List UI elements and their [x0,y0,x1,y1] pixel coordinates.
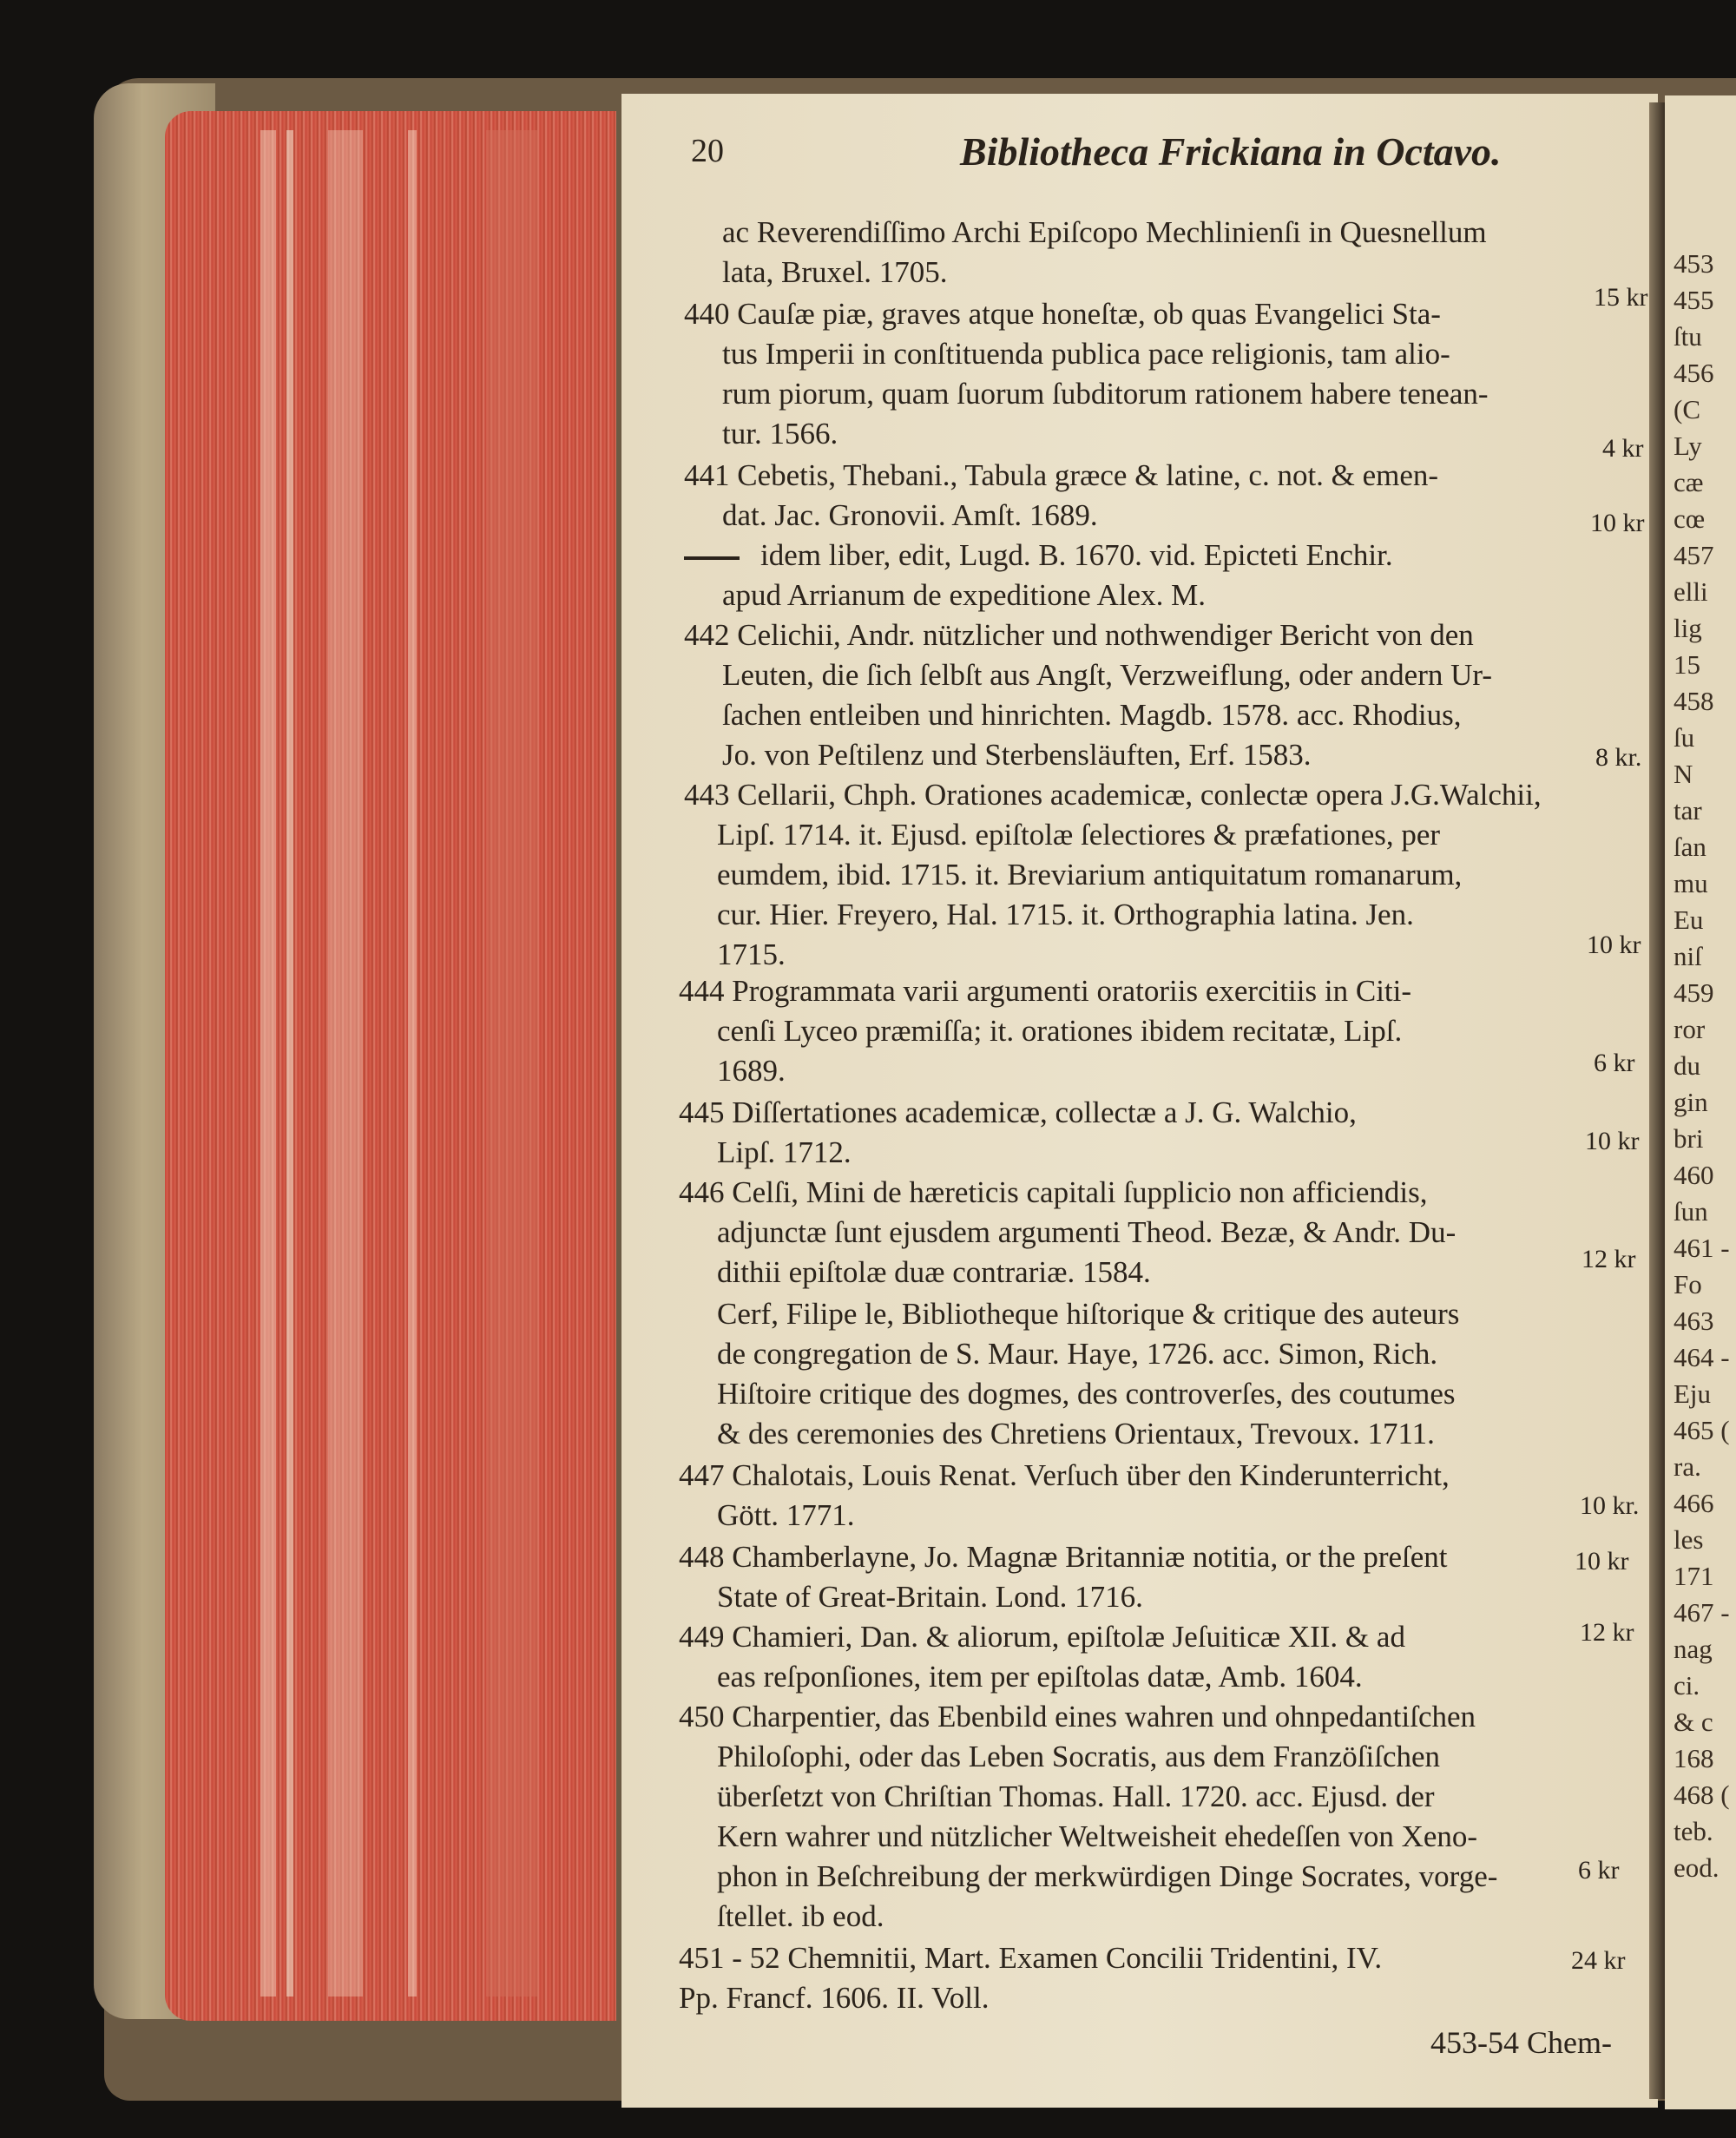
next-page-line: teb. [1674,1816,1713,1846]
catalog-line: ſtellet. ib eod. [717,1899,884,1933]
price: 12 kr [1580,1618,1634,1647]
next-page-line: ſun [1674,1196,1708,1227]
next-page-line: 457 [1674,540,1714,570]
catalog-line: 440 Cauſæ piæ, graves atque honeſtæ, ob quas Evangelici Sta- [684,297,1441,331]
page-header [691,129,1602,184]
catalog-line: tus Imperii in conſtituenda publica pace religionis, tam alio- [722,337,1450,371]
next-page-line: 15 [1674,649,1700,680]
catalog-line: 446 Celſi, Mini de hæreticis capitali ſupplicio non afficiendis, [679,1175,1428,1209]
catalog-line: Gött. 1771. [717,1498,855,1532]
catalog-line: 442 Celichii, Andr. nützlicher und nothwendiger Bericht von den [684,618,1474,652]
price: 12 kr [1581,1245,1636,1273]
page-edge-highlight [286,130,293,1997]
next-page-line: & c [1674,1707,1713,1737]
catalog-line: cenſi Lyceo præmiſſa; it. orationes ibidem recitatæ, Lipſ. [717,1014,1403,1048]
catalog-line: 451 - 52 Chemnitii, Mart. Examen Concilii Tridentini, IV. [679,1941,1383,1975]
catalog-line: 443 Cellarii, Chph. Orationes academicæ, conlectæ opera J.G.Walchii, [684,778,1542,812]
next-page-line: Ly [1674,431,1702,461]
next-page-line: ſu [1674,722,1695,753]
catalog-line: rum piorum, quam ſuorum ſubditorum rationem habere tenean- [722,377,1489,411]
next-page-line: 466 [1674,1488,1714,1518]
next-page-line: Fo [1674,1269,1702,1299]
catalog-line: überſetzt von Chriſtian Thomas. Hall. 1720. acc. Ejusd. der [717,1779,1435,1813]
next-page-line: bri [1674,1123,1704,1154]
next-page-line: mu [1674,868,1708,898]
next-page-line: 463 [1674,1306,1714,1336]
next-page-line: tar [1674,795,1702,826]
next-page-line: 456 [1674,358,1714,388]
catalog-line: Lipſ. 1714. it. Ejusd. epiſtolæ ſelectiores & præfationes, per [717,818,1441,852]
catalog-line: 445 Diſſertationes academicæ, collectæ a J. G. Walchio, [679,1095,1357,1129]
catalog-line: 449 Chamieri, Dan. & aliorum, epiſtolæ Jeſuiticæ XII. & ad [679,1620,1405,1654]
next-page-line: ſan [1674,832,1706,862]
catalog-line: adjunctæ ſunt ejusdem argumenti Theod. Bezæ, & Andr. Du- [717,1215,1457,1249]
next-page-line: ra. [1674,1451,1701,1482]
next-page-line: 464 - [1674,1342,1730,1372]
next-page-line: lig [1674,613,1702,643]
catalog-line: phon in Beſchreibung der merkwürdigen Dinge Socrates, vorge- [717,1859,1498,1893]
price: 10 kr [1590,509,1645,537]
next-page-line: eod. [1674,1852,1720,1883]
page-edge-highlight [486,130,538,1997]
catalog-line [684,538,1393,573]
next-page-line: 455 [1674,285,1714,315]
next-page-line: Eju [1674,1378,1712,1409]
running-title: Bibliotheca Frickiana in Octavo. [960,129,1502,174]
catalog-line: Kern wahrer und nützlicher Weltweisheit ehedeſſen von Xeno- [717,1819,1478,1853]
next-page-line: N [1674,759,1693,789]
catalog-line: lata, Bruxel. 1705. [722,255,948,289]
catalog-line: Leuten, die ſich ſelbſt aus Angſt, Verzweiflung, oder andern Ur- [722,658,1492,692]
catalog-line: apud Arrianum de expeditione Alex. M. [722,578,1206,612]
price: 24 kr [1571,1946,1626,1975]
page-edge-highlight [408,130,417,1997]
next-page-line: Eu [1674,905,1704,935]
catchword: 453-54 Chem- [1430,2025,1612,2060]
price: 6 kr [1578,1856,1620,1885]
next-page-line: 468 ( [1674,1779,1730,1810]
next-page-line: nag [1674,1634,1713,1664]
catalog-line: Philoſophi, oder das Leben Socratis, aus dem Franzöſiſchen [717,1740,1441,1773]
catalog-line: Jo. von Peſtilenz und Sterbensläuften, Erf. 1583. [722,738,1312,772]
catalog-line: 1689. [717,1054,786,1088]
catalog-line: cur. Hier. Freyero, Hal. 1715. it. Orthographia latina. Jen. [717,898,1414,931]
catalog-line: 448 Chamberlayne, Jo. Magnæ Britanniæ notitia, or the preſent [679,1540,1448,1574]
catalog-line: 450 Charpentier, das Ebenbild eines wahren und ohnpedantiſchen [679,1700,1476,1733]
catalog-line: eas reſponſiones, item per epiſtolas datæ, Amb. 1604. [717,1660,1363,1694]
catalog-line: dat. Jac. Gronovii. Amſt. 1689. [722,498,1098,532]
next-page-line: 171 [1674,1561,1714,1591]
next-page-line: 458 [1674,686,1714,716]
next-page-line: 465 ( [1674,1415,1730,1445]
catalog-line: dithii epiſtolæ duæ contrariæ. 1584. [717,1255,1151,1289]
page-edge-highlight [260,130,276,1997]
right-page-fragment [1665,95,1736,2109]
book-gutter [1649,102,1665,2099]
red-page-edges [165,111,616,2021]
catalog-line-text: idem liber, edit, Lugd. B. 1670. vid. Epicteti Enchir. [760,538,1393,572]
next-page-line: elli [1674,576,1708,607]
catalog-line: ſachen entleiben und hinrichten. Magdb. 1578. acc. Rhodius, [722,698,1462,732]
ditto-dash [684,556,740,560]
next-page-line: ror [1674,1014,1706,1044]
catalog-line: Pp. Francf. 1606. II. Voll. [679,1981,990,2015]
next-page-line: (C [1674,394,1700,424]
catalog-line: 447 Chalotais, Louis Renat. Verſuch über den Kinderunterricht, [679,1458,1450,1492]
next-page-line: 459 [1674,977,1714,1008]
next-page-line: cæ [1674,467,1704,497]
catalog-line: 1715. [717,937,786,971]
next-page-line: gin [1674,1087,1708,1117]
page-edge-highlight [328,130,363,1997]
price: 15 kr [1594,283,1648,312]
next-page-line: 461 - [1674,1233,1730,1263]
price: 10 kr [1585,1127,1640,1155]
price: 6 kr [1594,1049,1635,1077]
next-page-line: ci. [1674,1670,1700,1701]
next-page-line: 467 - [1674,1597,1730,1628]
catalog-line: de congregation de S. Maur. Haye, 1726. acc. Simon, Rich. [717,1337,1438,1371]
catalog-line: State of Great-Britain. Lond. 1716. [717,1580,1143,1614]
page-number: 20 [691,133,724,169]
next-page-line: cœ [1674,503,1706,534]
catalog-line: 441 Cebetis, Thebani., Tabula græce & latine, c. not. & emen- [684,458,1439,492]
next-page-line: les [1674,1524,1704,1555]
next-page-line: 453 [1674,248,1714,279]
price: 10 kr [1587,931,1641,959]
catalog-line: tur. 1566. [722,417,838,451]
catalog-line: & des ceremonies des Chretiens Orientaux, Trevoux. 1711. [717,1417,1435,1451]
price: 10 kr. [1580,1491,1640,1520]
catalog-line: Cerf, Filipe le, Bibliotheque hiſtorique & critique des auteurs [717,1297,1460,1331]
price: 10 kr [1575,1547,1629,1576]
next-page-line: ſtu [1674,321,1702,352]
catalog-line: Hiſtoire critique des dogmes, des controverſes, des coutumes [717,1377,1456,1411]
next-page-line: 168 [1674,1743,1714,1773]
price: 4 kr [1602,434,1644,463]
catalog-line: 444 Programmata varii argumenti oratoriis exercitiis in Citi- [679,974,1412,1008]
next-page-line: 460 [1674,1160,1714,1190]
price: 8 kr. [1595,743,1642,772]
next-page-line: du [1674,1050,1700,1081]
catalog-line: Lipſ. 1712. [717,1135,852,1169]
next-page-line: niſ [1674,941,1702,971]
catalog-line: ac Reverendiſſimo Archi Epiſcopo Mechlinienſi in Quesnellum [722,215,1487,249]
catalog-line: eumdem, ibid. 1715. it. Breviarium antiquitatum romanarum, [717,858,1463,891]
